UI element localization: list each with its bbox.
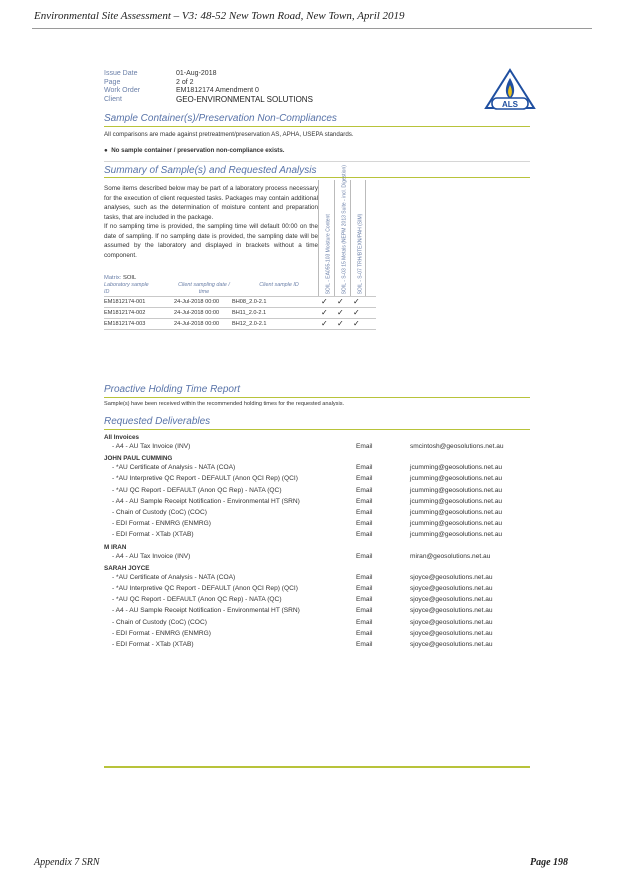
table-row xyxy=(104,296,376,307)
deliverable-name: - *AU QC Report - DEFAULT (Anon QC Rep) - NATA (QC) xyxy=(112,596,282,604)
deliverable-email: jcumming@geosolutions.net.au xyxy=(410,509,503,516)
sample-date: 24-Jul-2018 00:00 xyxy=(174,299,220,305)
check-icon: ✓ xyxy=(337,308,344,317)
holding-time-rule xyxy=(104,397,530,398)
deliverable-name: - A4 - AU Sample Receipt Notification - Environmental HT (SRN) xyxy=(112,607,300,615)
matrix-line xyxy=(104,275,136,281)
noncompliance-title: Sample Container(s)/Preservation Non-Compliances xyxy=(104,113,337,124)
deliverable-group-title: SARAH JOYCE xyxy=(104,564,150,572)
analysis-label-1: SOIL - EA055-103 Moisture Content xyxy=(325,213,332,294)
check-icon: ✓ xyxy=(337,319,344,328)
deliverable-row xyxy=(104,531,524,541)
issue-date-value: 01-Aug-2018 xyxy=(176,70,217,77)
deliverable-type: Email xyxy=(356,531,373,539)
check-icon: ✓ xyxy=(321,319,328,328)
deliverable-email: jcumming@geosolutions.net.au xyxy=(410,475,503,483)
deliverable-email: jcumming@geosolutions.net.au xyxy=(410,531,503,539)
deliverable-email: sjoyce@geosolutions.net.au xyxy=(410,573,493,581)
page-value: 2 of 2 xyxy=(176,78,194,86)
analysis-label-2: SOIL - S-03 15 Metals (NEPM 2013 Suite - incl. Digestion) xyxy=(341,164,348,294)
deliverable-row xyxy=(104,509,524,519)
deliverable-row xyxy=(104,520,524,530)
logo-text: ALS xyxy=(502,99,518,109)
col-header-client-id: Client sample ID xyxy=(259,282,299,288)
deliverable-type: Email xyxy=(356,618,373,626)
deliverable-row xyxy=(104,443,524,453)
check-icon: ✓ xyxy=(353,308,360,317)
work-order-value: EM1812174 Amendment 0 xyxy=(176,87,259,95)
deliverable-row xyxy=(104,630,524,640)
deliverable-row xyxy=(104,475,524,485)
deliverable-email: jcumming@geosolutions.net.au xyxy=(410,497,503,505)
bullet-icon: ● xyxy=(104,147,108,154)
deliverable-name: - *AU Interpretive QC Report - DEFAULT (Anon QCI Rep) (QCI) xyxy=(112,585,298,592)
sample-date: 24-Jul-2018 00:00 xyxy=(174,321,220,327)
deliverable-email: sjoyce@geosolutions.net.au xyxy=(410,618,493,626)
deliverable-name: - Chain of Custody (CoC) (COC) xyxy=(112,618,207,626)
deliverable-type: Email xyxy=(356,596,373,604)
footer-page-number: Page 198 xyxy=(530,857,569,868)
deliverable-row xyxy=(104,574,524,584)
client-label: Client xyxy=(104,95,122,103)
deliverable-name: - *AU Certificate of Analysis - NATA (COA) xyxy=(112,464,236,472)
summary-title: Summary of Sample(s) and Requested Analysis xyxy=(104,165,317,176)
deliverable-row xyxy=(104,464,524,474)
deliverable-email: jcumming@geosolutions.net.au xyxy=(410,464,503,472)
deliverable-row xyxy=(104,596,524,606)
analysis-column-1 xyxy=(318,180,333,296)
deliverable-type: Email xyxy=(356,464,373,472)
deliverable-row xyxy=(104,585,524,595)
deliverable-email: sjoyce@geosolutions.net.au xyxy=(410,596,493,604)
section-divider xyxy=(104,161,530,162)
deliverable-type: Email xyxy=(356,573,373,581)
issue-date-label: Issue Date xyxy=(104,70,138,77)
sample-date: 24-Jul-2018 00:00 xyxy=(174,310,220,316)
deliverable-type: Email xyxy=(356,629,373,637)
check-icon: ✓ xyxy=(321,297,328,306)
analysis-label-3: SOIL - S-07 TRH/BTEXN/PAH (SIM) xyxy=(357,213,364,294)
client-value: GEO-ENVIRONMENTAL SOLUTIONS xyxy=(176,94,313,104)
table-row xyxy=(104,318,376,330)
deliverable-type: Email xyxy=(356,585,373,592)
check-icon: ✓ xyxy=(337,297,344,306)
deliverable-email: sjoyce@geosolutions.net.au xyxy=(410,641,493,648)
work-order-label: Work Order xyxy=(104,87,141,95)
deliverable-email: sjoyce@geosolutions.net.au xyxy=(410,585,493,592)
matrix-value: SOIL xyxy=(123,275,137,281)
deliverable-type: Email xyxy=(356,641,373,648)
check-icon: ✓ xyxy=(353,319,360,328)
deliverable-email: sjoyce@geosolutions.net.au xyxy=(410,607,493,615)
deliverable-email: jcumming@geosolutions.net.au xyxy=(410,486,503,494)
deliverable-email: smcintosh@geosolutions.net.au xyxy=(410,443,504,450)
sample-lab-id: EM1812174-002 xyxy=(104,310,146,316)
als-flame-logo xyxy=(484,68,536,112)
summary-paragraph-2: If no sampling time is provided, the sampling time will default 00:00 on the date of sampling. If no sampling date is provided, the sampling date will be assumed by the laboratory and displayed in brackets without a time component. xyxy=(104,223,318,259)
deliverable-name: - Chain of Custody (CoC) (COC) xyxy=(112,509,207,516)
header-divider xyxy=(32,28,592,29)
deliverable-name: - EDI Format - XTab (XTAB) xyxy=(112,641,194,648)
deliverable-name: - A4 - AU Tax Invoice (INV) xyxy=(112,443,191,450)
page-label: Page xyxy=(104,78,121,86)
deliverable-group-title: M IRAN xyxy=(104,543,127,551)
deliverable-type: Email xyxy=(356,475,373,483)
deliverable-row xyxy=(104,607,524,617)
summary-description xyxy=(104,184,318,260)
deliverable-type: Email xyxy=(356,497,373,505)
deliverable-email: jcumming@geosolutions.net.au xyxy=(410,520,503,528)
deliverable-group-title: JOHN PAUL CUMMING xyxy=(104,455,173,463)
check-icon: ✓ xyxy=(321,308,328,317)
deliverable-row xyxy=(104,619,524,629)
deliverable-email: sjoyce@geosolutions.net.au xyxy=(410,629,493,637)
col-header-sampling-date: Client sampling date / time xyxy=(178,282,230,295)
holding-time-title: Proactive Holding Time Report xyxy=(104,384,241,395)
deliverable-name: - *AU Certificate of Analysis - NATA (COA) xyxy=(112,573,236,581)
sample-lab-id: EM1812174-003 xyxy=(104,321,146,327)
sample-lab-id: EM1812174-001 xyxy=(104,299,146,305)
issue-info-block xyxy=(104,70,313,104)
deliverable-type: Email xyxy=(356,520,373,528)
deliverable-name: - A4 - AU Tax Invoice (INV) xyxy=(112,552,191,560)
deliverable-name: - EDI Format - ENMRG (ENMRG) xyxy=(112,629,211,637)
deliverable-name: - A4 - AU Sample Receipt Notification - Environmental HT (SRN) xyxy=(112,497,300,505)
deliverable-type: Email xyxy=(356,607,373,615)
footer-divider xyxy=(104,766,530,768)
noncompliance-bullet-text: No sample container / preservation non-compliance exists. xyxy=(111,147,285,154)
sample-client-id: BH11_2.0-2.1 xyxy=(232,310,267,316)
check-icon: ✓ xyxy=(353,297,360,306)
deliverable-group-title: All Invoices xyxy=(104,434,139,441)
noncompliance-bullet xyxy=(104,147,285,154)
analysis-column-2 xyxy=(334,164,349,296)
sample-client-id: BH08_2.0-2.1 xyxy=(232,299,267,305)
deliverable-row xyxy=(104,641,524,651)
deliverables-title: Requested Deliverables xyxy=(104,416,211,427)
deliverable-name: - EDI Format - ENMRG (ENMRG) xyxy=(112,520,211,528)
deliverable-row xyxy=(104,487,524,497)
analysis-column-3 xyxy=(350,180,366,296)
table-row xyxy=(104,307,376,318)
deliverable-name: - EDI Format - XTab (XTAB) xyxy=(112,531,194,539)
document-header-title: Environmental Site Assessment – V3: 48-52 New Town Road, New Town, April 2019 xyxy=(34,10,405,22)
deliverable-type: Email xyxy=(356,552,373,560)
deliverable-email: miran@geosolutions.net.au xyxy=(410,552,491,560)
deliverable-type: Email xyxy=(356,443,373,450)
noncompliance-intro: All comparisons are made against pretreatment/preservation AS, APHA, USEPA standards. xyxy=(104,131,354,138)
deliverable-name: - *AU Interpretive QC Report - DEFAULT (Anon QCI Rep) (QCI) xyxy=(112,475,298,483)
deliverables-rule xyxy=(104,429,530,430)
deliverable-type: Email xyxy=(356,486,373,494)
col-header-lab-id: Laboratory sample ID xyxy=(104,282,149,295)
noncompliance-rule xyxy=(104,126,530,127)
sample-client-id: BH12_2.0-2.1 xyxy=(232,321,267,327)
deliverable-name: - *AU QC Report - DEFAULT (Anon QC Rep) - NATA (QC) xyxy=(112,486,282,494)
deliverable-row xyxy=(104,498,524,508)
deliverable-type: Email xyxy=(356,509,373,516)
matrix-label: Matrix: xyxy=(104,275,122,281)
deliverable-row xyxy=(104,553,524,563)
summary-paragraph-1: Some items described below may be part of a laboratory process necessary for the execution of client requested tasks. Packages may contain additional analyses, such as the determination of moisture content and preparation tasks, that are included in the package. xyxy=(104,185,318,221)
summary-rule xyxy=(104,177,530,178)
holding-time-text: Sample(s) have been received within the recommended holding times for the requested analysis. xyxy=(104,401,345,407)
footer-left: Appendix 7 SRN xyxy=(34,857,100,868)
